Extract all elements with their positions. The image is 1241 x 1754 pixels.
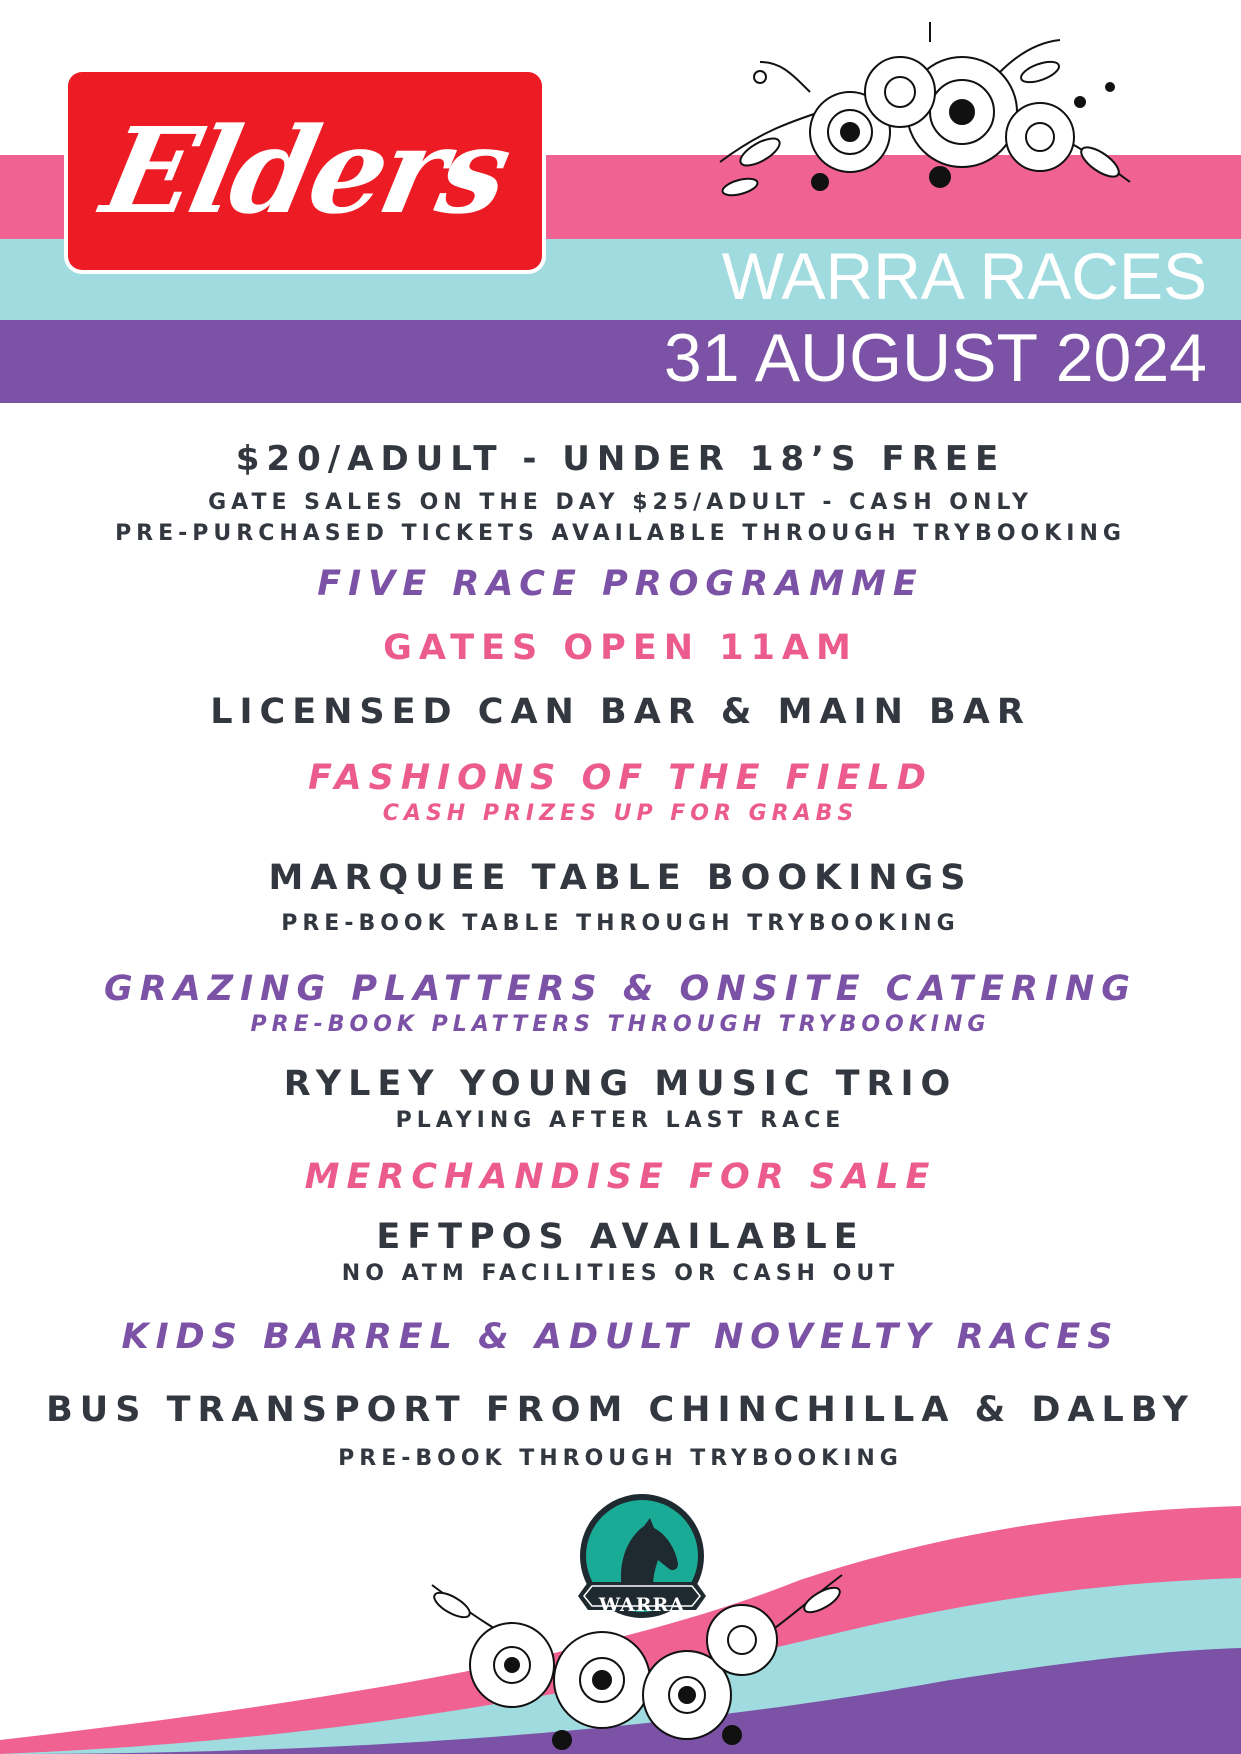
bus-heading: BUS TRANSPORT FROM CHINCHILLA & DALBY (46, 1390, 1195, 1430)
bus-subline: PRE-BOOK THROUGH TRYBOOKING (338, 1446, 903, 1471)
programme-heading: FIVE RACE PROGRAMME (317, 564, 924, 604)
music-subline: PLAYING AFTER LAST RACE (395, 1108, 846, 1133)
elders-logo-text: Elders (91, 101, 519, 240)
marquee-heading: MARQUEE TABLE BOOKINGS (268, 858, 973, 898)
event-date: 31 AUGUST 2024 (663, 320, 1207, 396)
gate-sales-line: GATE SALES ON THE DAY $25/ADULT - CASH ONLY (208, 490, 1033, 515)
elders-logo (64, 68, 546, 274)
kids-races-heading: KIDS BARREL & ADULT NOVELTY RACES (121, 1317, 1120, 1357)
eftpos-heading: EFTPOS AVAILABLE (376, 1217, 865, 1257)
flower-bouquet-icon (700, 12, 1160, 217)
price-line: $20/ADULT - UNDER 18’S FREE (235, 439, 1006, 479)
warra-club-label: WARRA (598, 1594, 686, 1616)
music-heading: RYLEY YOUNG MUSIC TRIO (283, 1064, 958, 1104)
gates-open-heading: GATES OPEN 11AM (383, 628, 858, 668)
marquee-subline: PRE-BOOK TABLE THROUGH TRYBOOKING (281, 911, 960, 936)
pre-purchase-line: PRE-PURCHASED TICKETS AVAILABLE THROUGH TRYBOOKING (115, 521, 1126, 546)
merchandise-heading: MERCHANDISE FOR SALE (304, 1157, 937, 1197)
fashions-heading: FASHIONS OF THE FIELD (308, 758, 933, 798)
bar-heading: LICENSED CAN BAR & MAIN BAR (210, 692, 1031, 732)
fashions-subline: CASH PRIZES UP FOR GRABS (382, 801, 859, 826)
eftpos-subline: NO ATM FACILITIES OR CASH OUT (341, 1261, 900, 1286)
grazing-subline: PRE-BOOK PLATTERS THROUGH TRYBOOKING (250, 1012, 991, 1037)
grazing-heading: GRAZING PLATTERS & ONSITE CATERING (103, 969, 1138, 1009)
event-title: WARRA RACES (721, 239, 1207, 313)
